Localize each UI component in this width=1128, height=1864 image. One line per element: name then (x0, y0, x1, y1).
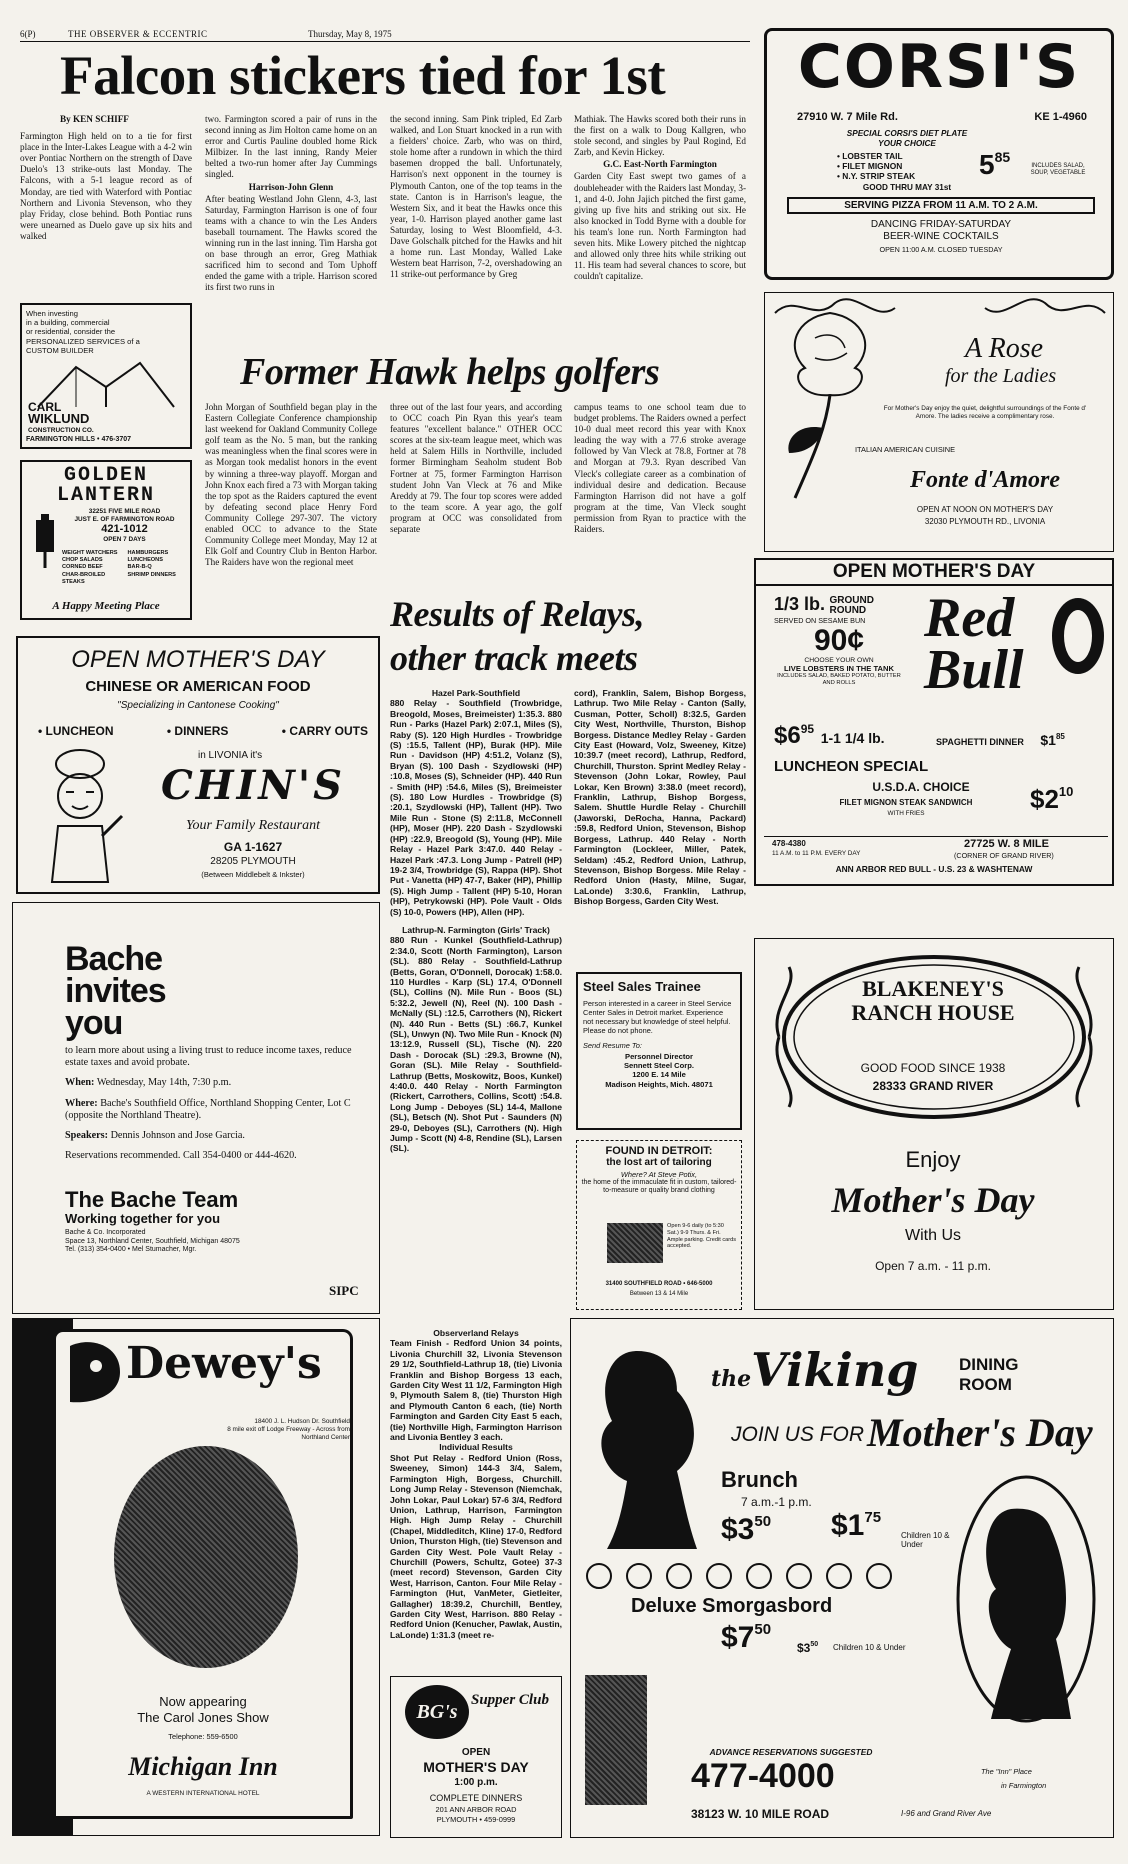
bache-address: Bache & Co. Incorporated Space 13, Northland Center, Southfield, Michigan 48075 Tel. (313) 354-0400 • Mel Stumacher, Mgr. (65, 1229, 240, 1254)
chins-address: 28205 PLYMOUTH (210, 856, 296, 867)
lantern-name-2: LANTERN (56, 484, 155, 507)
falcon-body-3: the second inning. Sam Pink tripled, Ed Zarb walked, and Lon Stuart knocked in a run with a fielders' choice. Zarb, who was on third, stole home after a rundown in which the third basemen dropped the ball. Unfortunately, Harrison's next opponent in the tourney is Plymouth Canton, one of the top teams in the state. Canton is in Harrison's league, the Western Six, and it beat the Hawks once this year, 1-0. Harrison played another game last Saturday, losing to West Bloomfield, 4-3. Dave Golschalk pitched for the Hawks and hit a home run. Last Monday, Walled Lake Western beat Harrison, 7-2, overshadowing an 11 strike-out performance by Greg (390, 114, 562, 280)
bache-team: The Bache Team (65, 1187, 239, 1212)
wiklund-name: CARL WIKLUND (28, 400, 90, 426)
steel-address: Personnel Director Sennett Steel Corp. 1200 E. 14 Mile Madison Heights, Mich. 48071 (605, 1052, 713, 1089)
chins-options (38, 724, 368, 738)
hawk-body-2: three out of the last four years, and according to OCC coach Pin Ryan this year's team features "excellent balance." OTHER OCC scores at the six-team league meet, which was held at Salem Hills in Northville, included former Birmingham Seaholm student Bob Fortner at 75, former Farmington Harrison student John Van Vleck at 76 and Mike Areddy at 79. The four top scores were added to the team score. A year ago, the golf program at OCC was consolidated from separate (390, 402, 562, 535)
corsis-item-lobster: • LOBSTER TAIL (837, 151, 903, 161)
redbull-filet-price: $\$2^{10}$ (1030, 784, 1074, 814)
deweys-hotel: Michigan Inn (128, 1752, 278, 1781)
viking-children: Children 10 & Under (901, 1531, 950, 1549)
ad-steve-potix (576, 1140, 742, 1310)
deweys-show: The Carol Jones Show (137, 1710, 269, 1725)
potix-where: Where? At Steve Potix, (620, 1170, 698, 1179)
fonte-address: 32030 PLYMOUTH RD., LIVONIA (924, 517, 1046, 526)
steel-copy: Person interested in a career in Steel Service Center Sales in Detroit market. Experience not necessary but knowledge of steel helpful. Please do not phone. (583, 999, 732, 1035)
chins-name: CHIN'S (160, 762, 346, 809)
observerland-subhead: Observerland Relays (433, 1328, 519, 1338)
bgs-open: OPEN (461, 1747, 491, 1758)
ad-viking (570, 1318, 1114, 1838)
rose-title-1: A Rose (965, 333, 1044, 364)
bull-icon (1048, 594, 1108, 676)
bache-team-tag: Working together for you (65, 1211, 221, 1226)
floral-divider-icon (579, 1559, 919, 1593)
viking-advance: ADVANCE RESERVATIONS SUGGESTED (709, 1747, 873, 1757)
hawk-col-1 (205, 402, 377, 628)
falcon-subhead-gc-east: G.C. East-North Farmington (603, 159, 717, 170)
redbull-name: Red Bull (924, 587, 1024, 701)
scroll-border-icon (765, 293, 1114, 323)
relays-subhead-lathrup: Lathrup-N. Farmington (Girls' Track) (402, 924, 550, 935)
bache-body: to learn more about using a living trust to reduce income taxes, reduce estate taxes and avoid probate. When: Wednesday, May 14th, 7:30 p.m. Where: Bache's Southfield Office, Northland Shopping Center, Lot C (opposite the Northland Theatre). Speakers: Dennis Johnson and Jose Garcia. Reservations recommended. Call 354-0400 or 444-4620. (65, 1045, 355, 1162)
ad-fonte-damore (764, 292, 1114, 552)
blakeney-mothers-day: Mother's Day (831, 1180, 1035, 1220)
viking-children-2: Children 10 & Under (833, 1643, 906, 1652)
building-photo (585, 1675, 647, 1805)
corsis-choice: YOUR CHOICE (878, 139, 936, 148)
relays-col-2 (574, 688, 746, 978)
corsis-good-thru: GOOD THRU MAY 31st (862, 183, 952, 192)
deweys-appearing: Now appearing (159, 1694, 247, 1709)
wiklund-footer: FARMINGTON HILLS • 476-3707 (26, 436, 132, 443)
ornate-frame-icon (769, 947, 1099, 1127)
corsis-price: 585 (979, 149, 1011, 180)
observerland-col (390, 1328, 562, 1672)
paper-name: THE OBSERVER & ECCENTRIC (68, 29, 208, 39)
bgs-address: 201 ANN ARBOR ROAD (435, 1805, 517, 1814)
deweys-name: Dewey's (126, 1338, 322, 1389)
hawk-col-2 (390, 402, 562, 584)
bgs-mothers-day: MOTHER'S DAY (423, 1759, 529, 1775)
redbull-open: OPEN MOTHER'S DAY (756, 560, 1112, 586)
bache-reserve: Reservations recommended. Call 354-0400 or 444-4620. (65, 1150, 297, 1162)
falcon-col-1 (20, 114, 192, 300)
falcon-body-2b: After beating Westland John Glenn, 4-3, last Saturday, Farmington Harrison is one of four teams with a chance to win the Les Anders baseball tournament. The Hawks scored the winning run in the last inning. Tim Harsha got on base through an error, Greg Mathiak sacrificed him to second and Tom Uphoff ended the game with a triple. Harrison scored its first two runs in (205, 193, 377, 293)
steel-title: Steel Sales Trainee (583, 979, 701, 994)
bache-speakers: Speakers: Dennis Johnson and Jose Garcia. (65, 1130, 245, 1142)
relays-col-1 (390, 688, 562, 1324)
rose-copy: For Mother's Day enjoy the quiet, delightful surroundings of the Fonte d' Amore. The ladies receive a complimentary rose. (883, 405, 1087, 420)
observerland-individual-subhead: Individual Results (439, 1442, 513, 1453)
redbull-burger: 1/3 lb. GROUND ROUND SERVED ON SESAME BUN 90¢ CHOOSE YOUR OWN LIVE LOBSTERS IN THE TANK INCLUDES SALAD, BAKED POTATO, BUTTER AND ROLLS (774, 594, 904, 686)
bache-where: Where: Bache's Southfield Office, Northland Shopping Center, Lot C (opposite the Northland Theatre). (65, 1097, 351, 1121)
chins-tagline: Your Family Restaurant (185, 818, 321, 833)
viking-inn-place: The "Inn" Place in Farmington (981, 1767, 1047, 1790)
observerland-results: Shot Put Relay - Redford Union (Ross, Sweeney, Simon) 144-3 3/4, Salem, Farmington High, Borgess, Churchill. Long Jump Relay - Stevenson (Niemchak, John Lokar, Paul Lokar) 57-6 3/4, Redford Union, Lathrup, Harrison, Farmington High. High Jump Relay - Churchill (Chapel, Middleditch, Kline) 17-0, Redford Union, Thurston High, (tie) Stevenson and Garden City West. Pole Vault Relay - Churchill (Powers, Schultz, Gotee) 37-3 (meet record) Stevenson, Garden City West, Harrison, Canton. Four Mile Relay - Farmington (Hut, VanMeter, Gietleiter, Gallagher) 18:39.2, Churchill, Bentley, Garden City West, Harrison. 880 Relay - Redford Union (Kenucher, Pawlak, Austin, LaLonde) 1:31.3 (meet re- (390, 1452, 562, 1640)
falcon-headline: Falcon stickers tied for 1st (60, 46, 666, 106)
viking-price-smorg: $\$7^{50}$ (721, 1621, 772, 1654)
viking-phone: 477-4000 (691, 1757, 835, 1795)
chins-open: OPEN MOTHER'S DAY (71, 646, 325, 673)
viking-corner: I-96 and Grand River Ave (901, 1809, 992, 1818)
ad-corsis (764, 28, 1114, 280)
fonte-name: Fonte d'Amore (909, 467, 1060, 493)
relays-body-2: cord), Franklin, Salem, Bishop Borgess, Lathrup. Two Mile Relay - Canton (Sally, Cusman, Potter, Scholl) 8:32.5, Garden City West, Northville, Thurston, Bishop Borgess. Distance Medley Relay - Garden City East (Howard, Volz, Sweeney, Kitze) 10:39.7 (meet record), Lathrup, Redford, Churchill, Thurston. Sprint Medley Relay - Stevenson (John Lokar, Rowley, Paul Lokar, Ken Brown) 3:38.0 (meet record), Franklin, Lathrup, Bishop Borgess, Salem. Shuttle Hurdle Relay - Churchill (Jaworski, DeRocha, Hanna, Packard) :59.8, Redford Union, Stevenson, Bishop Borgess, Lathrup. 440 Relay - North Farmington (Lockleer, Miller, Patek, Seldam) :45.2, Redford Union, Lathrup, Stevenson, Bishop Borgess. Mile Relay - Redford Union (Hasty, Milne, Sugar, LaLonde) 3:30.6, Franklin, Lathrup, Bishop Borgess, Garden City West. (574, 688, 746, 907)
corsis-item-strip: • N.Y. STRIP STEAK (837, 171, 916, 181)
potix-lost: the lost art of tailoring (606, 1157, 712, 1168)
ad-chins (16, 636, 380, 894)
rose-icon (775, 303, 885, 503)
viking-brunch: Brunch (721, 1467, 798, 1492)
falcon-byline: By KEN SCHIFF (60, 114, 129, 124)
relays-headline: Results of Relays, other track meets (390, 594, 645, 678)
falcon-subhead-harrison: Harrison-John Glenn (248, 181, 334, 192)
woman-cameo-icon (951, 1469, 1101, 1749)
ad-deweys (12, 1318, 380, 1836)
corsis-special: SPECIAL CORSI'S DIET PLATE (846, 129, 968, 138)
deweys-logo-icon (62, 1336, 126, 1406)
relays-subhead-hazel-park: Hazel Park-Southfield (431, 688, 521, 698)
redbull-burger-price: 90¢ (813, 623, 865, 657)
falcon-body-2a: two. Farmington scored a pair of runs in the second inning as Jim Holton came home on an error and Curtis Pauline doubled home Rick Milbizer. In the last inning, Randy Meier belted a two-run homer after Jay Cummings singled. (205, 114, 377, 180)
blakeney-enjoy: Enjoy (905, 1147, 961, 1172)
redbull-spaghetti: SPAGHETTI DINNER $185 (936, 732, 1065, 748)
wiklund-copy: When investing in a building, commercial or residential, consider the PERSONALIZED SERVICES of a CUSTOM BUILDER (26, 309, 140, 355)
falcon-body-1: Farmington High held on to a tie for first place in the Inter-Lakes League with a 4-2 win over Pontiac Northern on the strength of Dave Duelo's 13 strike-outs last Monday. The Falcons, with a 5-1 league record as of Monday, are tied with Waterford with Pontiac Northern and Livonia Stevenson, who they play Friday, close behind. Both Pontiac runs were unearned as Duelo gave up six hits and walked (20, 131, 192, 241)
deweys-chain: A WESTERN INTERNATIONAL HOTEL (146, 1790, 260, 1797)
corsis-name: CORSI'S (797, 32, 1081, 102)
ad-blakeneys (754, 938, 1114, 1310)
lantern-icon (32, 514, 58, 568)
viking-address: 38123 W. 10 MILE ROAD (691, 1807, 830, 1821)
corsis-address-row: 27910 W. 7 Mile Rd. KE 1-4960 (797, 111, 1087, 123)
falcon-col-2 (205, 114, 377, 346)
lantern-address: 32251 FIVE MILE ROAD JUST E. OF FARMINGTON ROAD 421-1012 OPEN 7 DAYS (62, 508, 187, 544)
hawk-body-3: campus teams to one school team due to budget problems. The Raiders owned a perfect 10-0 dual meet record this year with Knox leading the way with a 77.6 stroke average followed by Van Vleck at 78.8, Fortner at 78 and Morgan at 79.3. Ryan described Van Vleck's collegiate career as a combination of individual desire and dedication. Because Farmington Harrison did not have a golf program at the time, Van Vleck sought permission from Ryan to practice with the Raiders. (574, 402, 746, 535)
chins-between: (Between Middlebelt & Inkster) (201, 870, 305, 879)
rose-title-2: for the Ladies (945, 365, 1057, 387)
ad-red-bull (754, 558, 1114, 886)
wiklund-company: CONSTRUCTION CO. (28, 427, 94, 434)
page-number: 6(P) (20, 29, 36, 39)
ad-golden-lantern (20, 460, 192, 620)
lantern-name-1: GOLDEN (63, 464, 148, 487)
bgs-logo: BG's (405, 1685, 469, 1739)
hawk-body-1: John Morgan of Southfield began play in the Eastern Collegiate Conference championship last weekend for Oakland Community College golf team as the No. 5 man, but the ranking was meaningless when the final scores were in as Morgan took medalist honors in the event by winning a three-way playoff. Morgan and John Knox each fired a 73 with Morgan taking the top spot as the Raiders captured the event by defeating second place Henry Ford Community College 297-307. The victory enabled OCC to advance to the State Community College meet Monday, May 12 at Elk Golf and Country Club in Benton Harbor. The Raiders have won the regional meet (205, 402, 377, 568)
corsis-items (837, 151, 915, 181)
ad-bache (12, 902, 380, 1314)
viking-price-smorg-child: $\$3^{50}$ (797, 1641, 819, 1655)
viking-price-child: $\$1^{75}$ (831, 1509, 882, 1542)
lantern-menu: WEIGHT WATCHERS CHOP SALADS CORNED BEEF CHAR-BROILED STEAKS HAMBURGERS LUNCHEONS BAR-B-Q SHRIMP DINNERS (62, 550, 176, 585)
potix-between: Between 13 & 14 Mile (629, 1291, 689, 1297)
redbull-usda: U.S.D.A. CHOICE (872, 780, 970, 794)
redbull-footer-info: 478-4380 11 A.M. to 11 P.M. EVERY DAY 27725 W. 8 MILE (CORNER OF GRAND RIVER) (764, 836, 1108, 862)
issue-date: Thursday, May 8, 1975 (308, 29, 392, 39)
falcon-body-4a: Mathiak. The Hawks scored both their runs in the first on a walk to Doug Kallgren, who stole second, and singles by Paul Rogind, Ed Zarb, and Kevin Hickey. (574, 114, 746, 158)
viking-dining: DINING ROOM (959, 1355, 1019, 1394)
lantern-slogan: A Happy Meeting Place (52, 600, 160, 612)
viking-mothers-day: Mother's Day (867, 1410, 1093, 1455)
fonte-open: OPEN AT NOON ON MOTHER'S DAY (916, 505, 1054, 514)
performer-photo (114, 1446, 298, 1668)
chins-option-dinners: • DINNERS (166, 724, 229, 738)
hawk-headline: Former Hawk helps golfers (240, 351, 660, 393)
rose-cuisine: ITALIAN AMERICAN CUISINE (855, 445, 956, 454)
potix-address: 31400 SOUTHFIELD ROAD • 646-5000 (605, 1281, 713, 1287)
blakeney-with-us: With Us (905, 1227, 961, 1244)
chins-phone: GA 1-1627 (223, 840, 283, 854)
bgs-club: Supper Club (471, 1692, 549, 1708)
corsis-hours: OPEN 11:00 A.M. CLOSED TUESDAY (879, 245, 1003, 254)
potix-copy: the home of the immaculate fit in custom, tailored-to-measure or quality brand clothing (581, 1179, 737, 1195)
blakeney-hours: Open 7 a.m. - 11 p.m. (875, 1259, 991, 1273)
redbull-ann-arbor: ANN ARBOR RED BULL - U.S. 23 & WASHTENAW (835, 864, 1033, 874)
redbull-fries: WITH FRIES (887, 810, 925, 817)
chins-option-carry-outs: • CARRY OUTS (281, 724, 368, 738)
viking-brunch-time: 7 a.m.-1 p.m. (741, 1495, 812, 1509)
bgs-time: 1:00 p.m. (454, 1777, 498, 1788)
relays-body-1a: 880 Relay - Southfield (Trowbridge, Breogold, Moses, Breimeister) 1:35.3. 880 Run - Parks (Hazel Park) 2:07.1, Miles (S), Raby (S). 120 High Hurdles - Trowbridge (S) :15.5, Tallent (HP), Burak (HP). Mile Run - Davidson (HP) 4:51.2, Volanz (S), Bryan (S). 100 Dash - Szydlowski (HP) :10.8, Moses (S), Schneider (HP). 440 Run - Smith (HP) :54.6, Miles (S), Breimeister (S). 180 Low Hurdles - Trowbridge (S) :20.1, Szydlowski (HP), Tallent (HP). Two Mile Run - Stone (S) 2:11.8, McConnell (HP), Moser (HP). 220 Dash - Szydlowski (HP) :22.9, Breogold (S), Young (HP). Mile Relay - Hazel Park 3:47.0. 440 Relay - Hazel Park :47.3. Long Jump - Patrell (HP) 19-2 3/4, Trowbridge (S), Rappa (HP). Shot Put - Vanetta (HP) 47-7, Baker (HP), Phillip (S). High Jump - Tallent (HP) 5-10, Horan (HP), Petrykowski (HP). Pole Vault - Olds (S) 10-0, Powers (HP), Allen (HP). (390, 698, 562, 917)
observerland-team-finish: Team Finish - Redford Union 34 points, Livonia Churchill 32, Livonia Stevenson 29 1/2, Southfield-Lathrup 18, (tie) Livonia Franklin and Bishop Borgess 13 each, Garden City West 11 1/2, Farmington High 9, Plymouth Salem 8, (tie) Thurston High and Plymouth Canton 6 each, (tie) North Farmington and Garden City East 5 each, (tie) Northville High, Farmington Harrison and Livonia Bentley 3 each. (390, 1338, 562, 1443)
hawk-col-3 (574, 402, 746, 584)
relays-body-1b: 880 Run - Kunkel (Southfield-Lathrup) 2:34.0, Scott (North Farmington), Larson (SL). 880 Relay - Southfield-Lathrup (Betts, Goran, O'Donnell, Dorocak) 1:58.0. 110 Hurdles - Karp (SL) 17.4, O'Donnell (SL), Collins (N). Mile Run - Boos (SL) 5:32.2, Jewell (N), Reel (N). 100 Dash - McNally (SL) :12.5, Carrothers (N), Rickert (N). 440 Run - Betts (SL) :66.7, Kunkel (SL), Unwyn (N). Two Mile Run - Knock (N) 13:12.9, Russell (SL), Tische (N). 220 Dash - Dorocak (SL) :29.3, Browne (N), Goran (SL). Mile Relay - Southfield-Lathrup (Betts, Moskowitz, Boos, Kunkel) 4:40.0. 440 Relay - North Farmington (Rickert, Carrothers, Collins, Scott) :54.8. Long Jump - Deboyes (SL) 14-4, Mallone (SL), Betsch (N). Shot Put - Saunders (N) 29-0, Deboyes (SL), Carrothers (N). High Jump - Scott (N) 4-8, Rendine (SL), Larsen (SL). (390, 935, 562, 1154)
corsis-includes: INCLUDES SALAD, SOUP, VEGETABLE (1030, 163, 1086, 176)
steel-send: Send Resume To: (583, 1041, 642, 1050)
ad-steel-sales (576, 972, 742, 1130)
redbull-filet: FILET MIGNON STEAK SANDWICH (839, 798, 973, 807)
chins-food: CHINESE OR AMERICAN FOOD (85, 678, 311, 695)
chins-special: "Specializing in Cantonese Cooking" (117, 700, 279, 711)
corsis-dancing: DANCING FRIDAY-SATURDAY (870, 219, 1012, 230)
falcon-body-4b: Garden City East swept two games of a doubleheader with the Raiders last Monday, 3-1, and 4-0. John Jajich pitched the first game, giving up five hits and striking out six. He also knocked in Todd Byrne with a double for his team's lone run. North Farmington had seven hits. Mike Lowery pitched the nightcap and allowed only three hits while striking out 11. His team had several chances to score, but couldn't capitalize. (574, 171, 746, 282)
viking-join: JOIN US FOR (731, 1423, 865, 1446)
viking-logo: theViking (711, 1343, 919, 1397)
deweys-phone: Telephone: 559-6500 (168, 1732, 238, 1741)
deweys-address: 18400 J. L. Hudson Dr. Southfield 8 mile exit off Lodge Freeway - Across from Northland Center (227, 1418, 350, 1441)
ad-wiklund (20, 303, 192, 449)
chef-icon (30, 746, 130, 886)
corsis-cocktails: BEER-WINE COCKTAILS (883, 231, 999, 242)
redbull-luncheon: LUNCHEON SPECIAL (774, 758, 929, 775)
woman-silhouette-icon (587, 1341, 707, 1551)
corsis-item-filet: • FILET MIGNON (837, 161, 903, 171)
blakeney-name: BLAKENEY'S RANCH HOUSE (851, 976, 1015, 1025)
potix-open: Open 9-6 daily (to 5:30 Sat.) 9-9 Thurs. & Fri. Ample parking. Credit cards accepted. (667, 1223, 737, 1250)
falcon-col-4 (574, 114, 746, 346)
viking-price-adult: $\$3^{50}$ (721, 1513, 772, 1546)
lantern-phone: 421-1012 (101, 523, 148, 536)
potix-found: FOUND IN DETROIT: (605, 1145, 713, 1157)
bgs-city: PLYMOUTH • 459-0999 (436, 1815, 516, 1824)
corsis-pizza: SERVING PIZZA FROM 11 A.M. TO 2 A.M. (787, 197, 1095, 214)
blakeney-address: 28333 GRAND RIVER (872, 1079, 994, 1093)
chins-option-luncheon: • LUNCHEON (38, 724, 114, 738)
redbull-lobster-price: $\$6^{95}$ 1-1 1/4 lb. (774, 722, 885, 749)
ad-bgs-supper-club (390, 1676, 562, 1838)
storefront-image (607, 1223, 663, 1263)
bache-sipc: SIPC (329, 1283, 359, 1298)
bgs-dinners: COMPLETE DINNERS (429, 1793, 523, 1803)
viking-smorgasbord: Deluxe Smorgasbord (631, 1595, 833, 1617)
bache-when: When: Wednesday, May 14th, 7:30 p.m. (65, 1077, 232, 1089)
masthead (20, 28, 750, 42)
deweys-panel (53, 1329, 353, 1819)
chins-in-livonia: in LIVONIA it's (198, 750, 263, 761)
bache-title: Bache invites you (65, 940, 166, 1042)
falcon-col-3 (390, 114, 562, 346)
blakeney-since: GOOD FOOD SINCE 1938 (860, 1061, 1006, 1075)
